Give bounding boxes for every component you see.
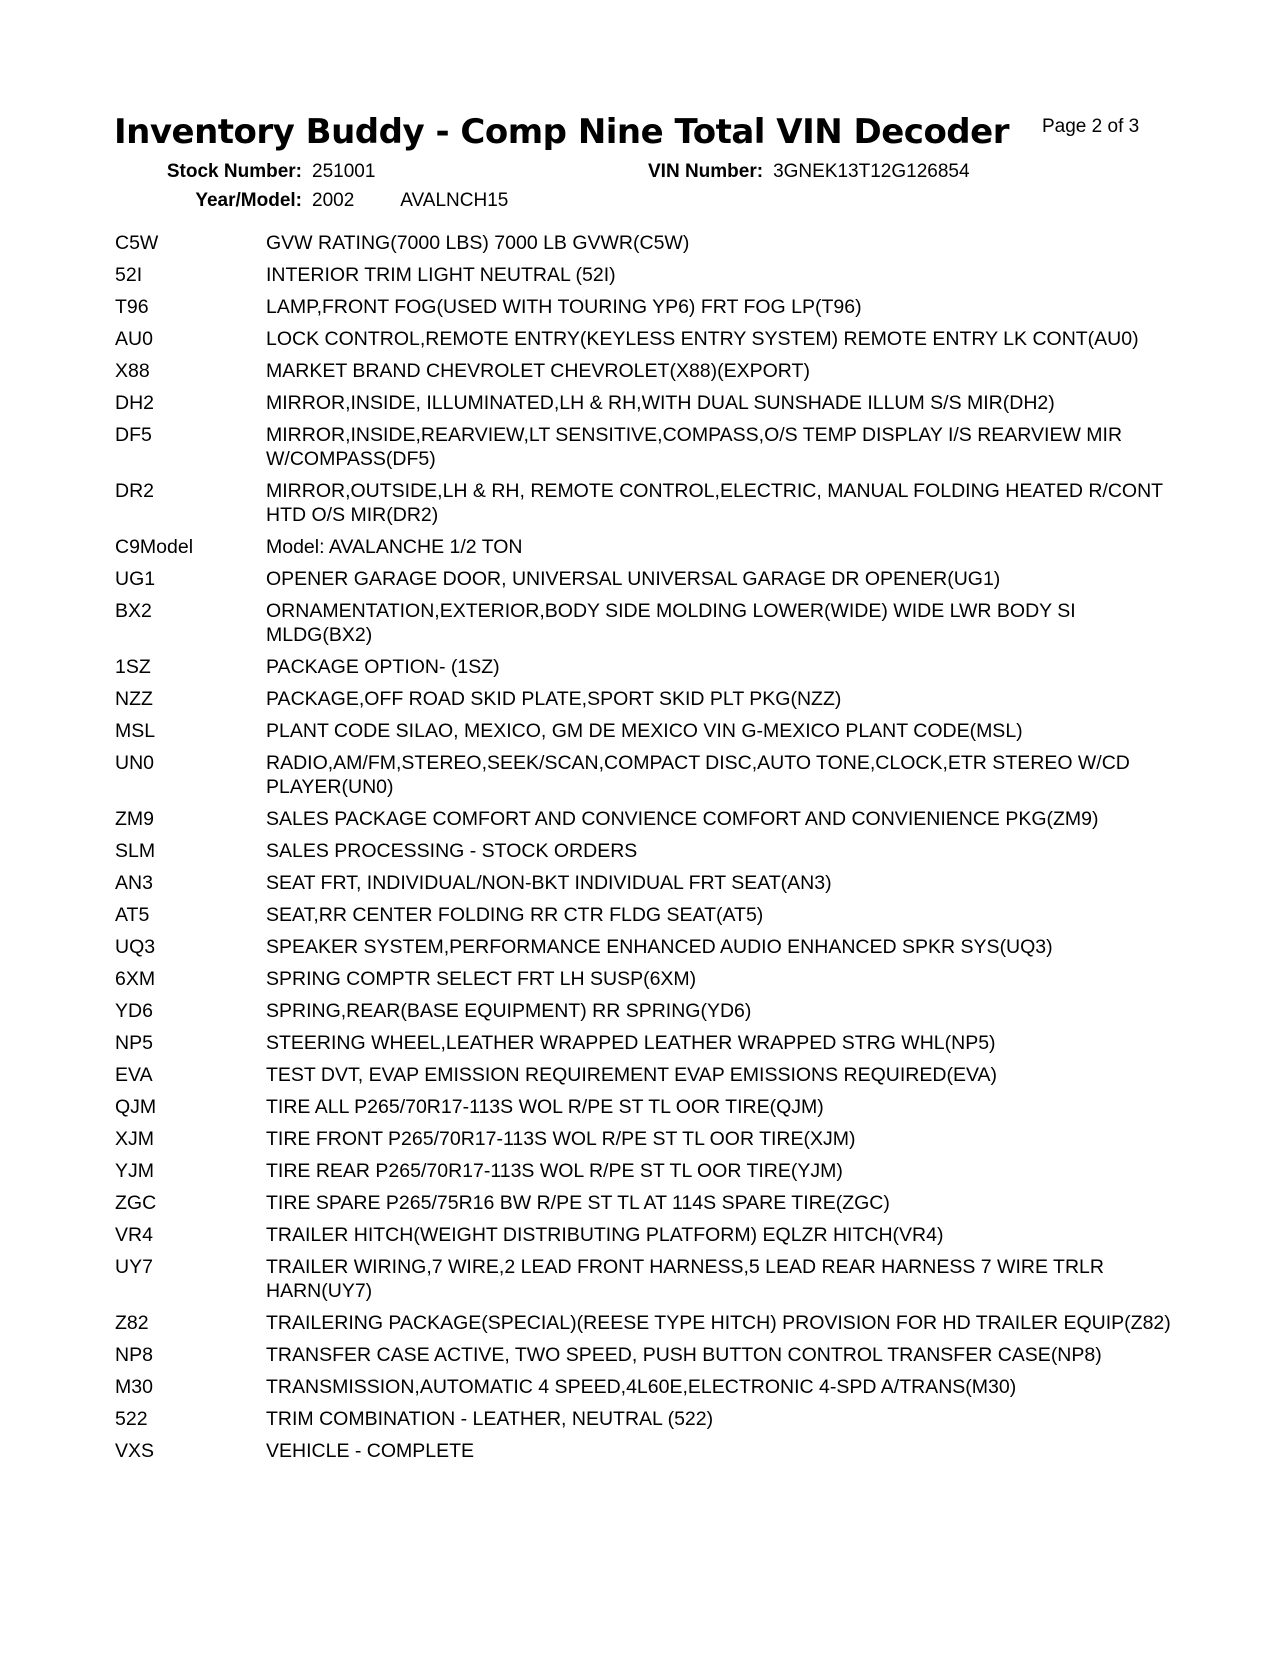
vin-number-field <box>648 161 970 183</box>
option-row <box>115 1311 1175 1335</box>
option-row <box>115 567 1175 591</box>
option-description: SPEAKER SYSTEM,PERFORMANCE ENHANCED AUDIO ENHANCED SPKR SYS(UQ3) <box>266 936 1053 958</box>
option-row <box>115 1375 1175 1399</box>
option-row <box>115 999 1175 1023</box>
option-description: TRANSMISSION,AUTOMATIC 4 SPEED,4L60E,ELECTRONIC 4-SPD A/TRANS(M30) <box>266 1376 1017 1398</box>
option-description: INTERIOR TRIM LIGHT NEUTRAL (52I) <box>266 264 616 286</box>
option-row <box>115 655 1175 679</box>
option-code: C5W <box>115 232 159 254</box>
option-description: MIRROR,INSIDE,REARVIEW,LT SENSITIVE,COMPASS,O/S TEMP DISPLAY I/S REARVIEW MIR W/COMPASS(DF5) <box>266 424 1123 470</box>
option-code: AU0 <box>115 328 153 350</box>
option-row <box>115 1255 1175 1303</box>
option-row <box>115 1407 1175 1431</box>
option-description: VEHICLE - COMPLETE <box>266 1440 475 1462</box>
option-description: TIRE ALL P265/70R17-113S WOL R/PE ST TL OOR TIRE(QJM) <box>266 1096 824 1118</box>
option-row <box>115 1095 1175 1119</box>
option-code: ZGC <box>115 1192 157 1214</box>
option-description: SEAT FRT, INDIVIDUAL/NON-BKT INDIVIDUAL FRT SEAT(AN3) <box>266 872 832 894</box>
option-row <box>115 719 1175 743</box>
stock-number-value: 251001 <box>312 161 376 182</box>
option-code: YD6 <box>115 1000 153 1022</box>
option-code: VR4 <box>115 1224 153 1246</box>
option-code: 522 <box>115 1408 148 1430</box>
option-description: OPENER GARAGE DOOR, UNIVERSAL UNIVERSAL GARAGE DR OPENER(UG1) <box>266 568 1001 590</box>
option-description: SALES PACKAGE COMFORT AND CONVIENCE COMFORT AND CONVIENIENCE PKG(ZM9) <box>266 808 1099 830</box>
option-code: VXS <box>115 1440 155 1462</box>
option-description: Model: AVALANCHE 1/2 TON <box>266 536 523 558</box>
stock-number-label: Stock Number: <box>166 161 302 182</box>
option-code: 6XM <box>115 968 156 990</box>
option-code: DF5 <box>115 424 152 446</box>
stock-number-field <box>156 161 375 183</box>
vin-number-value: 3GNEK13T12G126854 <box>773 161 970 182</box>
option-row <box>115 903 1175 927</box>
option-row <box>115 1127 1175 1151</box>
option-code-list <box>115 231 1175 1471</box>
option-row <box>115 423 1175 471</box>
option-code: X88 <box>115 360 150 382</box>
option-row <box>115 1063 1175 1087</box>
option-code: EVA <box>115 1064 153 1086</box>
option-row <box>115 871 1175 895</box>
option-code: MSL <box>115 720 156 742</box>
option-description: TRAILER HITCH(WEIGHT DISTRIBUTING PLATFORM) EQLZR HITCH(VR4) <box>266 1224 944 1246</box>
option-description: TRAILER WIRING,7 WIRE,2 LEAD FRONT HARNESS,5 LEAD REAR HARNESS 7 WIRE TRLR HARN(UY7) <box>266 1256 1104 1302</box>
option-row <box>115 1439 1175 1463</box>
option-row <box>115 295 1175 319</box>
option-code: SLM <box>115 840 156 862</box>
option-code: 52I <box>115 264 143 286</box>
option-code: UQ3 <box>115 936 156 958</box>
option-description: SPRING COMPTR SELECT FRT LH SUSP(6XM) <box>266 968 697 990</box>
option-row <box>115 479 1175 527</box>
option-code: NP8 <box>115 1344 153 1366</box>
option-description: LOCK CONTROL,REMOTE ENTRY(KEYLESS ENTRY SYSTEM) REMOTE ENTRY LK CONT(AU0) <box>266 328 1139 350</box>
option-code: QJM <box>115 1096 157 1118</box>
option-code: DH2 <box>115 392 155 414</box>
option-description: TIRE SPARE P265/75R16 BW R/PE ST TL AT 114S SPARE TIRE(ZGC) <box>266 1192 890 1214</box>
option-code: Z82 <box>115 1312 149 1334</box>
option-code: UY7 <box>115 1256 153 1278</box>
option-row <box>115 1159 1175 1183</box>
option-description: STEERING WHEEL,LEATHER WRAPPED LEATHER WRAPPED STRG WHL(NP5) <box>266 1032 996 1054</box>
vin-number-label: VIN Number: <box>648 161 764 182</box>
year-value: 2002 <box>312 190 355 211</box>
option-row <box>115 807 1175 831</box>
option-row <box>115 839 1175 863</box>
option-row <box>115 263 1175 287</box>
option-code: AT5 <box>115 904 150 926</box>
option-code: T96 <box>115 296 149 318</box>
option-code: M30 <box>115 1376 153 1398</box>
option-row <box>115 1191 1175 1215</box>
option-code: YJM <box>115 1160 154 1182</box>
option-description: PACKAGE OPTION- (1SZ) <box>266 656 500 678</box>
option-description: LAMP,FRONT FOG(USED WITH TOURING YP6) FRT FOG LP(T96) <box>266 296 862 318</box>
option-code: UN0 <box>115 752 155 774</box>
option-code: 1SZ <box>115 656 151 678</box>
option-description: RADIO,AM/FM,STEREO,SEEK/SCAN,COMPACT DISC,AUTO TONE,CLOCK,ETR STEREO W/CD PLAYER(UN0) <box>266 752 1130 798</box>
option-description: TIRE FRONT P265/70R17-113S WOL R/PE ST TL OOR TIRE(XJM) <box>266 1128 856 1150</box>
option-code: DR2 <box>115 480 155 502</box>
option-code: UG1 <box>115 568 156 590</box>
model-code: AVALNCH15 <box>400 190 509 211</box>
option-description: TEST DVT, EVAP EMISSION REQUIREMENT EVAP EMISSIONS REQUIRED(EVA) <box>266 1064 998 1086</box>
option-description: ORNAMENTATION,EXTERIOR,BODY SIDE MOLDING LOWER(WIDE) WIDE LWR BODY SI MLDG(BX2) <box>266 600 1076 646</box>
option-row <box>115 535 1175 559</box>
option-row <box>115 751 1175 799</box>
option-code: NP5 <box>115 1032 153 1054</box>
option-description: GVW RATING(7000 LBS) 7000 LB GVWR(C5W) <box>266 232 690 254</box>
option-description: PLANT CODE SILAO, MEXICO, GM DE MEXICO VIN G-MEXICO PLANT CODE(MSL) <box>266 720 1023 742</box>
option-description: TRAILERING PACKAGE(SPECIAL)(REESE TYPE HITCH) PROVISION FOR HD TRAILER EQUIP(Z82) <box>266 1312 1171 1334</box>
option-row <box>115 391 1175 415</box>
option-description: SEAT,RR CENTER FOLDING RR CTR FLDG SEAT(AT5) <box>266 904 764 926</box>
option-code: AN3 <box>115 872 153 894</box>
option-description: PACKAGE,OFF ROAD SKID PLATE,SPORT SKID PLT PKG(NZZ) <box>266 688 842 710</box>
option-row <box>115 1031 1175 1055</box>
option-row <box>115 687 1175 711</box>
option-code: C9Model <box>115 536 194 558</box>
option-row <box>115 327 1175 351</box>
option-code: BX2 <box>115 600 152 622</box>
option-row <box>115 231 1175 255</box>
option-description: SPRING,REAR(BASE EQUIPMENT) RR SPRING(YD6) <box>266 1000 752 1022</box>
option-row <box>115 1343 1175 1367</box>
option-description: TIRE REAR P265/70R17-113S WOL R/PE ST TL OOR TIRE(YJM) <box>266 1160 843 1182</box>
option-description: TRIM COMBINATION - LEATHER, NEUTRAL (522) <box>266 1408 714 1430</box>
option-code: ZM9 <box>115 808 154 830</box>
option-description: TRANSFER CASE ACTIVE, TWO SPEED, PUSH BUTTON CONTROL TRANSFER CASE(NP8) <box>266 1344 1102 1366</box>
option-row <box>115 935 1175 959</box>
option-row <box>115 599 1175 647</box>
option-description: MIRROR,INSIDE, ILLUMINATED,LH & RH,WITH DUAL SUNSHADE ILLUM S/S MIR(DH2) <box>266 392 1055 414</box>
option-description: MIRROR,OUTSIDE,LH & RH, REMOTE CONTROL,ELECTRIC, MANUAL FOLDING HEATED R/CONT HTD O/S MIR(DR2) <box>266 480 1163 526</box>
option-description: MARKET BRAND CHEVROLET CHEVROLET(X88)(EXPORT) <box>266 360 810 382</box>
option-row <box>115 967 1175 991</box>
option-row <box>115 1223 1175 1247</box>
option-description: SALES PROCESSING - STOCK ORDERS <box>266 840 638 862</box>
year-model-label: Year/Model: <box>195 190 302 211</box>
year-model-field <box>156 190 508 212</box>
option-row <box>115 359 1175 383</box>
document-title: Inventory Buddy - Comp Nine Total VIN Decoder <box>114 112 1009 152</box>
page-number: Page 2 of 3 <box>1042 116 1140 137</box>
option-code: NZZ <box>115 688 153 710</box>
option-code: XJM <box>115 1128 154 1150</box>
